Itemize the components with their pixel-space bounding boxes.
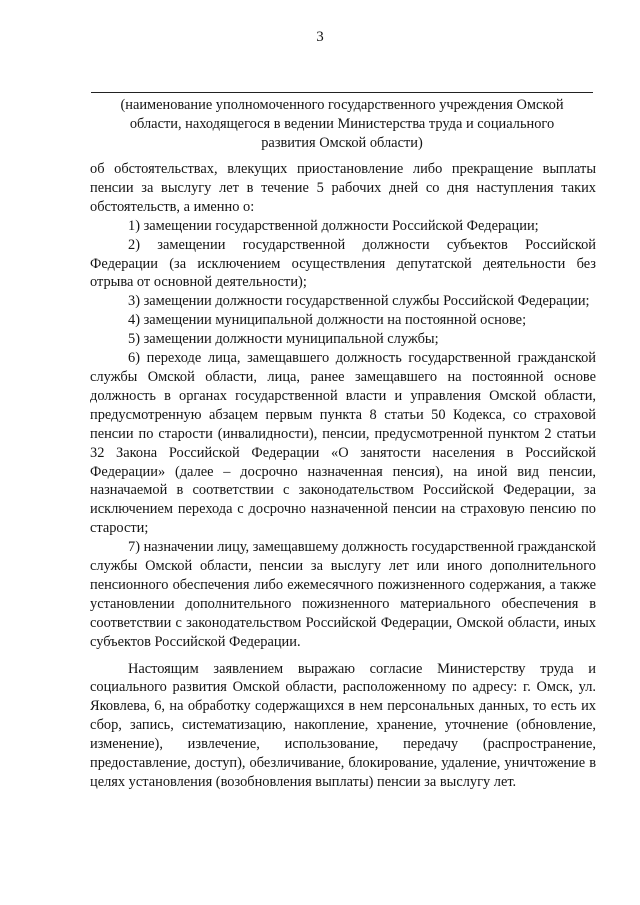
list-item: 4) замещении муниципальной должности на постоянной основе; bbox=[128, 312, 527, 329]
list-item: 5) замещении должности муниципальной службы; bbox=[128, 331, 439, 348]
consent-paragraph: Настоящим заявлением выражаю согласие Министерству труда и социального развития Омской области, расположенному по адресу: г. Омск, ул. Яковлева, 6, на обработку содержащихся в нем персональных данных, то есть их сбор, запись, систематизацию, накопление, хранение, уточнение (обновление, изменение), извлечение, использование, передачу (распространение, предоставление, доступ), обезличивание, блокирование, удаление, уничтожение в целях установления (возобновления выплаты) пенсии за выслугу лет. bbox=[90, 660, 596, 790]
list-item: 1) замещении государственной должности Российской Федерации; bbox=[128, 217, 539, 234]
caption-line: области, находящегося в ведении Министерства труда и социального bbox=[129, 116, 555, 132]
caption-line: (наименование уполномоченного государственного учреждения Омской bbox=[120, 97, 564, 113]
list-item: 3) замещении должности государственной службы Российской Федерации; bbox=[128, 293, 590, 310]
list-item: 7) назначении лицу, замещавшему должность государственной гражданской службы Омской области, пенсии за выслугу лет или иного дополнительного пенсионного обеспечения либо ежемесячного пожизненного содержания, а также установлении дополнительного пожизненного материального обеспечения в соответствии с законодательством Российской Федерации, Омской области, иных субъектов Российской Федерации. bbox=[90, 539, 597, 650]
caption-line: развития Омской области) bbox=[261, 135, 423, 151]
document-body bbox=[90, 160, 596, 792]
intro-paragraph: об обстоятельствах, влекущих приостановление либо прекращение выплаты пенсии за выслугу лет в течение 5 рабочих дней со дня наступления таких обстоятельств, а именно о: bbox=[90, 161, 596, 215]
institution-caption bbox=[91, 96, 593, 153]
page-number: 3 bbox=[316, 29, 324, 45]
list-item: 2) замещении государственной должности субъектов Российской Федерации (за исключением осуществления депутатской деятельности без отрыва от основной деятельности); bbox=[90, 236, 596, 291]
signature-rule bbox=[91, 92, 593, 93]
list-item: 6) переходе лица, замещавшего должность государственной гражданской службы Омской области, лица, ранее замещавшего на постоянной основе должность в органах государственной власти и управления Омской области, предусмотренную абзацем первым пункта 8 статьи 50 Кодекса, со страховой пенсии по старости (инвалидности), пенсии, предусмотренной пунктом 2 статьи 32 Закона Российской Федерации «О занятости населения в Российской Федерации» (далее – досрочно назначенная пенсия), на иной вид пенсии, назначаемой в соответствии с законодательством Российской Федерации, за исключением перехода с досрочно назначенной пенсии на страховую пенсию по старости; bbox=[90, 350, 596, 537]
